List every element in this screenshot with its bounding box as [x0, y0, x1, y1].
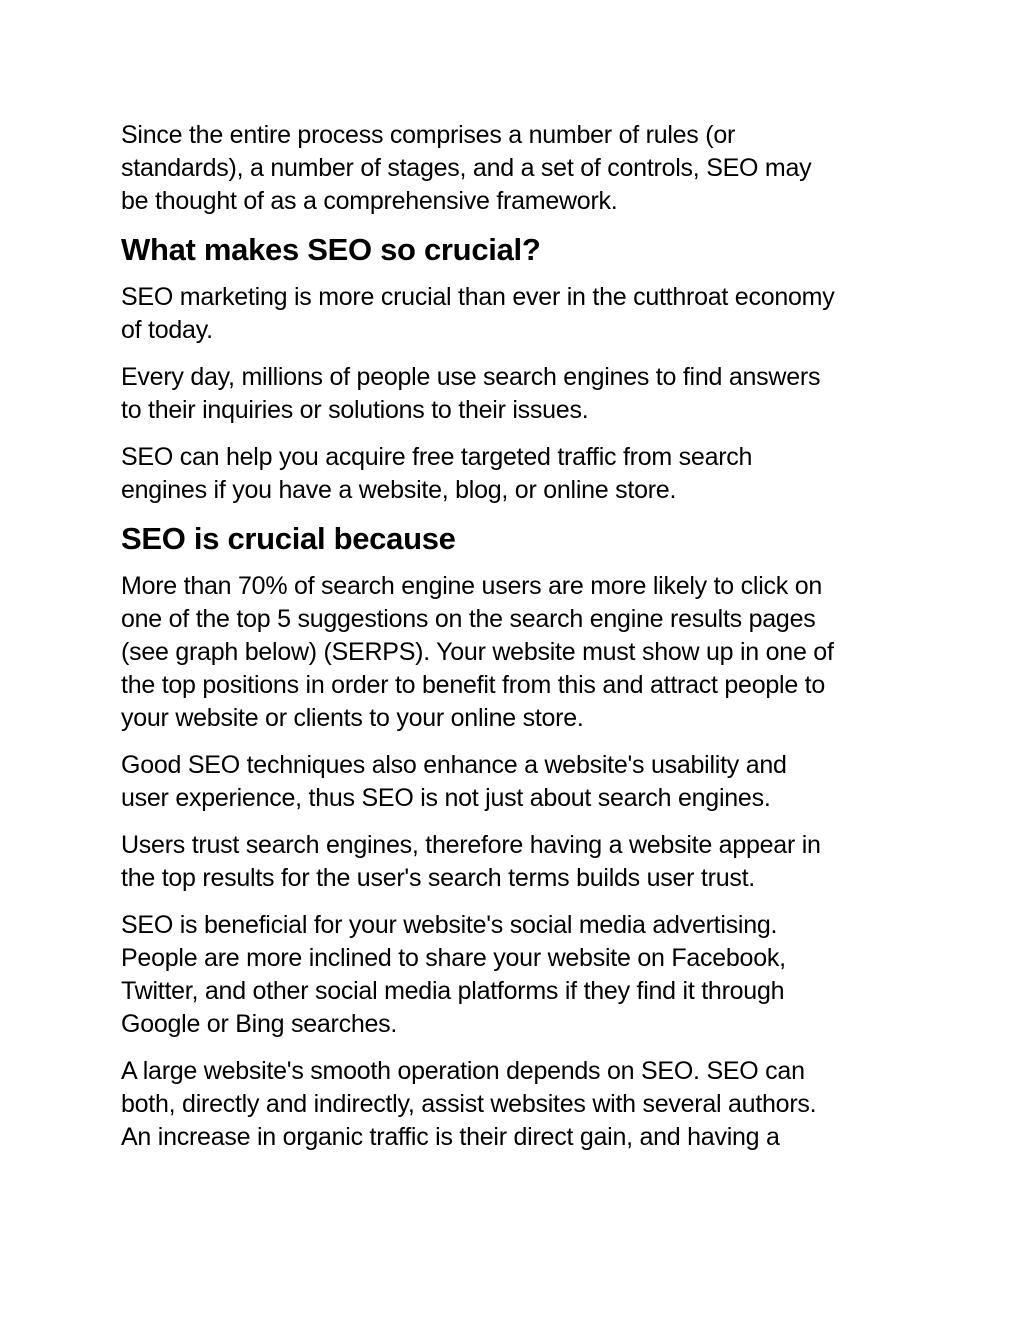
text-line: SEO marketing is more crucial than ever in the cutthroat economy — [121, 283, 835, 311]
paragraph-usability — [121, 749, 921, 815]
text-line: engines if you have a website, blog, or online store. — [121, 476, 677, 504]
text-line: standards), a number of stages, and a set of controls, SEO may — [121, 154, 812, 182]
text-line: Every day, millions of people use search engines to find answers — [121, 363, 821, 391]
paragraph-social-media — [121, 909, 921, 1041]
text-line: user experience, thus SEO is not just about search engines. — [121, 784, 771, 812]
text-line: An increase in organic traffic is their direct gain, and having a — [121, 1123, 780, 1151]
text-line: People are more inclined to share your website on Facebook, — [121, 944, 786, 972]
document-page — [121, 119, 921, 1154]
paragraph-large-website — [121, 1055, 921, 1154]
paragraph-user-trust — [121, 829, 921, 895]
text-line: Google or Bing searches. — [121, 1010, 398, 1038]
text-line: both, directly and indirectly, assist websites with several authors. — [121, 1090, 817, 1118]
text-line: SEO is beneficial for your website's social media advertising. — [121, 911, 778, 939]
text-line: Twitter, and other social media platforms if they find it through — [121, 977, 785, 1005]
text-line: the top results for the user's search terms builds user trust. — [121, 864, 755, 892]
paragraph-search-engines-daily — [121, 361, 921, 427]
text-line: to their inquiries or solutions to their issues. — [121, 396, 589, 424]
heading-seo-crucial-because: SEO is crucial because — [121, 521, 456, 556]
paragraph-seo-framework — [121, 119, 921, 218]
paragraph-free-traffic — [121, 441, 921, 507]
text-line: (see graph below) (SERPS). Your website must show up in one of — [121, 638, 834, 666]
heading-what-makes-seo-crucial: What makes SEO so crucial? — [121, 232, 541, 267]
text-line: the top positions in order to benefit from this and attract people to — [121, 671, 826, 699]
paragraph-seo-marketing — [121, 281, 921, 347]
text-line: Users trust search engines, therefore having a website appear in — [121, 831, 821, 859]
paragraph-top-five-suggestions — [121, 570, 921, 735]
text-line: Since the entire process comprises a number of rules (or — [121, 121, 736, 149]
text-line: be thought of as a comprehensive framework. — [121, 187, 618, 215]
text-line: your website or clients to your online store. — [121, 704, 584, 732]
text-line: one of the top 5 suggestions on the search engine results pages — [121, 605, 816, 633]
text-line: Good SEO techniques also enhance a website's usability and — [121, 751, 787, 779]
text-line: of today. — [121, 316, 213, 344]
text-line: More than 70% of search engine users are more likely to click on — [121, 572, 823, 600]
text-line: SEO can help you acquire free targeted traffic from search — [121, 443, 753, 471]
text-line: A large website's smooth operation depends on SEO. SEO can — [121, 1057, 805, 1085]
